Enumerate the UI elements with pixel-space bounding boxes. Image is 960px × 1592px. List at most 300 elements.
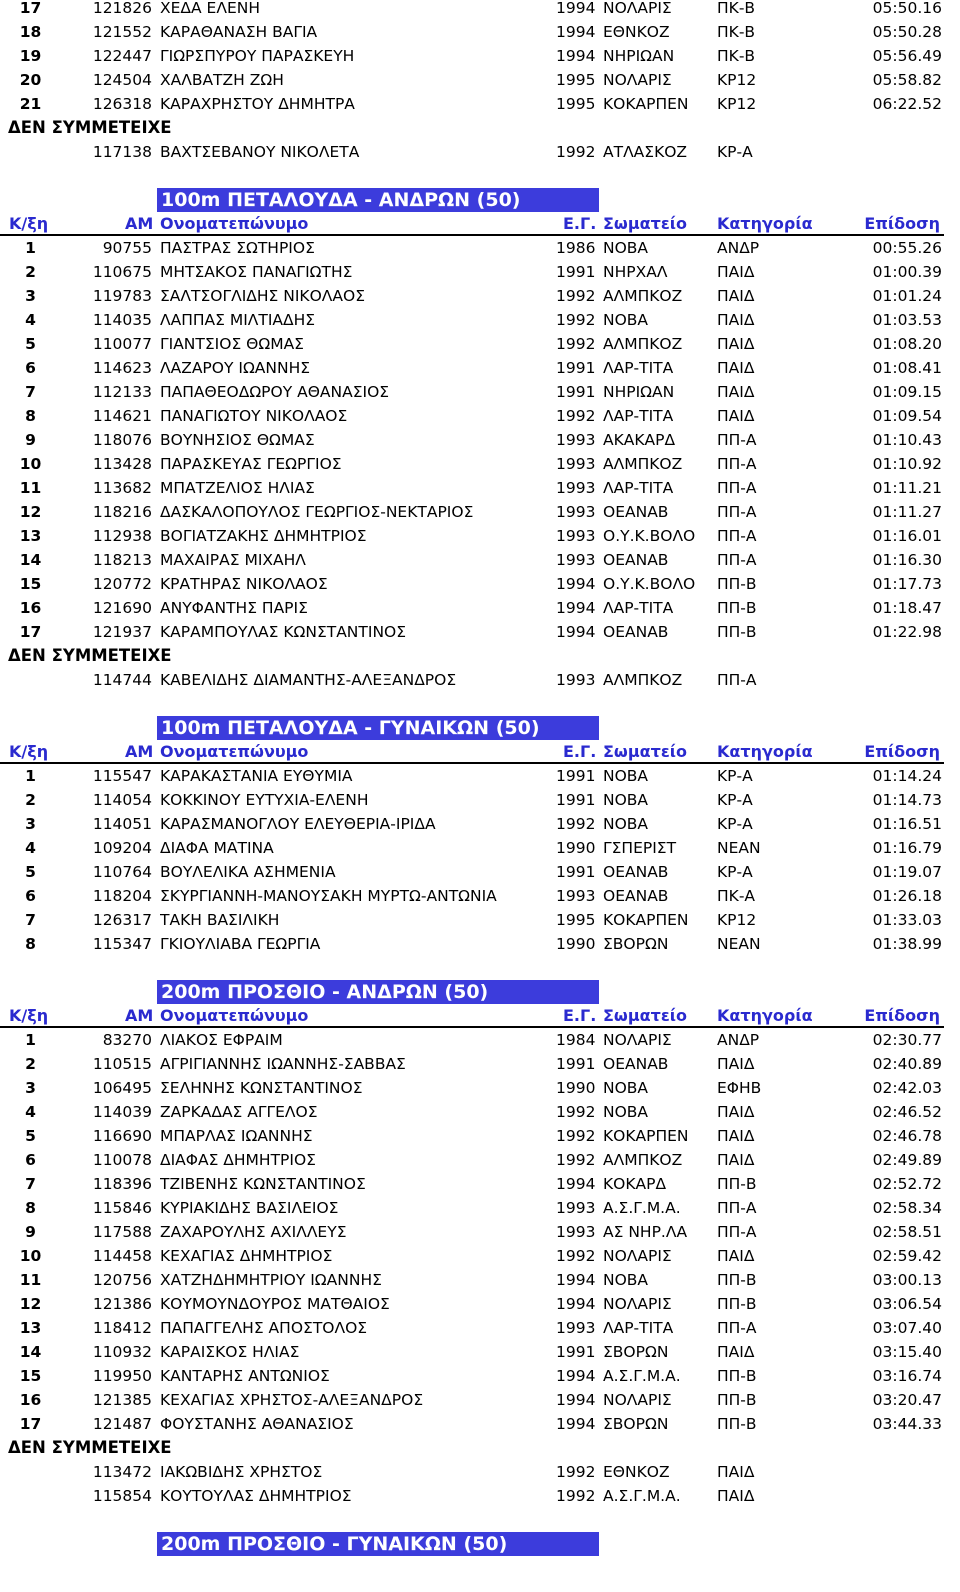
cell-rank: 12 <box>19 503 42 521</box>
result-row <box>0 500 960 524</box>
cell-name: ΓΙΩΡΣΠΥΡΟΥ ΠΑΡΑΣΚΕΥΗ <box>160 47 355 65</box>
cell-name: ΖΑΡΚΑΔΑΣ ΑΓΓΕΛΟΣ <box>160 1103 318 1121</box>
cell-am: 110515 <box>92 1055 152 1073</box>
cell-club: ΝΗΡΙΩΑΝ <box>603 383 675 401</box>
result-row <box>0 932 960 956</box>
cell-cat: ΑΝΔΡ <box>717 239 760 257</box>
cell-name: ΣΕΛΗΝΗΣ ΚΩΝΣΤΑΝΤΙΝΟΣ <box>160 1079 363 1097</box>
cell-name: ΒΑΧΤΣΕΒΑΝΟΥ ΝΙΚΟΛΕΤΑ <box>160 143 360 161</box>
cell-rank: 8 <box>25 1199 36 1217</box>
cell-rank: 15 <box>19 1367 42 1385</box>
result-row <box>0 548 960 572</box>
cell-cat: ΠΠ-Β <box>717 599 757 617</box>
cell-time: 01:33.03 <box>872 911 942 929</box>
cell-name: ΜΑΧΑΙΡΑΣ ΜΙΧΑΗΛ <box>160 551 306 569</box>
cell-club: ΚΟΚΑΡΠΕΝ <box>603 911 689 929</box>
header-name: Ονοματεπώνυμο <box>160 214 309 233</box>
cell-club: ΟΕΑΝΑΒ <box>603 551 669 569</box>
cell-time: 01:08.41 <box>872 359 942 377</box>
cell-rank: 11 <box>19 1271 42 1289</box>
cell-cat: ΚΡ12 <box>717 911 757 929</box>
cell-cat: ΠΚ-Β <box>717 0 756 17</box>
cell-year: 1995 <box>556 95 596 113</box>
cell-year: 1994 <box>556 1175 596 1193</box>
cell-rank: 2 <box>25 263 36 281</box>
cell-name: ΚΕΧΑΓΙΑΣ ΧΡΗΣΤΟΣ-ΑΛΕΞΑΝΔΡΟΣ <box>160 1391 424 1409</box>
cell-cat: ΚΡ-Α <box>717 143 753 161</box>
cell-am: 110932 <box>92 1343 152 1361</box>
cell-cat: ΝΕΑΝ <box>717 935 761 953</box>
cell-cat: ΠΑΙΔ <box>717 1055 755 1073</box>
cell-rank: 3 <box>25 1079 36 1097</box>
cell-club: ΝΟΒΑ <box>603 1079 649 1097</box>
header-club: Σωματείο <box>603 742 687 761</box>
cell-am: 118396 <box>92 1175 152 1193</box>
cell-year: 1992 <box>556 1151 596 1169</box>
cell-club: ΓΣΠΕΡΙΣΤ <box>603 839 677 857</box>
cell-cat: ΠΚ-Β <box>717 47 756 65</box>
cell-name: ΠΑΡΑΣΚΕΥΑΣ ΓΕΩΡΓΙΟΣ <box>160 455 342 473</box>
dns-row <box>0 1460 960 1484</box>
event-title: 100m ΠΕΤΑΛΟΥΔΑ - ΓΥΝΑΙΚΩΝ (50) <box>157 716 599 740</box>
header-name: Ονοματεπώνυμο <box>160 1006 309 1025</box>
cell-year: 1993 <box>556 887 596 905</box>
cell-club: ΝΟΛΑΡΙΣ <box>603 0 672 17</box>
cell-club: ΣΒΟΡΩΝ <box>603 935 669 953</box>
cell-rank: 7 <box>25 911 36 929</box>
cell-rank: 3 <box>25 287 36 305</box>
cell-cat: ΠΚ-Β <box>717 23 756 41</box>
cell-club: ΕΘΝΚΟΖ <box>603 23 670 41</box>
result-row <box>0 260 960 284</box>
cell-rank: 17 <box>19 0 42 17</box>
header-rank: Κ/ξη <box>9 214 49 233</box>
cell-am: 119950 <box>92 1367 152 1385</box>
cell-rank: 18 <box>19 23 42 41</box>
cell-rank: 17 <box>19 623 42 641</box>
cell-year: 1992 <box>556 1103 596 1121</box>
cell-name: ΑΓΡΙΓΙΑΝΝΗΣ ΙΩΑΝΝΗΣ-ΣΑΒΒΑΣ <box>160 1055 406 1073</box>
cell-am: 120756 <box>92 1271 152 1289</box>
cell-year: 1994 <box>556 47 596 65</box>
cell-name: ΔΑΣΚΑΛΟΠΟΥΛΟΣ ΓΕΩΡΓΙΟΣ-ΝΕΚΤΑΡΙΟΣ <box>160 503 474 521</box>
cell-name: ΠΑΝΑΓΙΩΤΟΥ ΝΙΚΟΛΑΟΣ <box>160 407 348 425</box>
cell-am: 112938 <box>92 527 152 545</box>
cell-rank: 16 <box>19 1391 42 1409</box>
cell-cat: ΕΦΗΒ <box>717 1079 762 1097</box>
cell-time: 03:20.47 <box>872 1391 942 1409</box>
dns-heading: ΔΕΝ ΣΥΜΜΕΤΕΙΧΕ <box>8 646 172 665</box>
cell-time: 01:16.79 <box>872 839 942 857</box>
cell-time: 01:00.39 <box>872 263 942 281</box>
cell-name: ΔΙΑΦΑΣ ΔΗΜΗΤΡΙΟΣ <box>160 1151 316 1169</box>
cell-cat: ΠΠ-Α <box>717 551 757 569</box>
cell-time: 01:10.92 <box>872 455 942 473</box>
event-title: 200m ΠΡΟΣΘΙΟ - ΓΥΝΑΙΚΩΝ (50) <box>157 1532 599 1556</box>
cell-club: ΝΟΛΑΡΙΣ <box>603 71 672 89</box>
cell-club: ΝΗΡΧΑΛ <box>603 263 668 281</box>
result-row <box>0 620 960 644</box>
cell-rank: 14 <box>19 1343 42 1361</box>
cell-am: 121487 <box>92 1415 152 1433</box>
cell-am: 109204 <box>92 839 152 857</box>
cell-am: 118076 <box>92 431 152 449</box>
cell-year: 1992 <box>556 143 596 161</box>
cell-name: ΛΑΠΠΑΣ ΜΙΛΤΙΑΔΗΣ <box>160 311 316 329</box>
cell-year: 1991 <box>556 383 596 401</box>
result-row <box>0 1124 960 1148</box>
cell-club: ΑΛΜΠΚΟΖ <box>603 335 683 353</box>
cell-year: 1993 <box>556 527 596 545</box>
result-row <box>0 20 960 44</box>
cell-time: 03:15.40 <box>872 1343 942 1361</box>
result-row <box>0 68 960 92</box>
cell-time: 03:07.40 <box>872 1319 942 1337</box>
result-row <box>0 404 960 428</box>
result-row <box>0 1052 960 1076</box>
cell-name: ΚΡΑΤΗΡΑΣ ΝΙΚΟΛΑΟΣ <box>160 575 328 593</box>
cell-cat: ΠΚ-Α <box>717 887 756 905</box>
cell-time: 05:50.16 <box>872 0 942 17</box>
cell-rank: 19 <box>19 47 42 65</box>
cell-time: 01:11.21 <box>872 479 942 497</box>
cell-rank: 7 <box>25 1175 36 1193</box>
cell-rank: 1 <box>25 1031 36 1049</box>
cell-cat: ΠΠ-Α <box>717 479 757 497</box>
cell-cat: ΠΑΙΔ <box>717 1247 755 1265</box>
cell-club: ΑΚΑΚΑΡΔ <box>603 431 676 449</box>
cell-rank: 9 <box>25 431 36 449</box>
cell-cat: ΠΑΙΔ <box>717 1151 755 1169</box>
cell-name: ΚΥΡΙΑΚΙΔΗΣ ΒΑΣΙΛΕΙΟΣ <box>160 1199 339 1217</box>
cell-cat: ΠΠ-Β <box>717 1415 757 1433</box>
cell-time: 01:03.53 <box>872 311 942 329</box>
result-row <box>0 1076 960 1100</box>
cell-am: 115846 <box>92 1199 152 1217</box>
cell-cat: ΠΑΙΔ <box>717 1343 755 1361</box>
cell-name: ΧΑΛΒΑΤΖΗ ΖΩΗ <box>160 71 284 89</box>
result-row <box>0 1220 960 1244</box>
cell-am: 115854 <box>92 1487 152 1505</box>
cell-rank: 20 <box>19 71 42 89</box>
result-row <box>0 1196 960 1220</box>
cell-time: 01:18.47 <box>872 599 942 617</box>
cell-rank: 6 <box>25 1151 36 1169</box>
cell-am: 110077 <box>92 335 152 353</box>
cell-name: ΓΚΙΟΥΛΙΑΒΑ ΓΕΩΡΓΙΑ <box>160 935 321 953</box>
cell-name: ΠΑΣΤΡΑΣ ΣΩΤΗΡΙΟΣ <box>160 239 315 257</box>
cell-am: 114054 <box>92 791 152 809</box>
cell-am: 114621 <box>92 407 152 425</box>
cell-cat: ΠΠ-Α <box>717 503 757 521</box>
header-year: Ε.Γ. <box>563 742 597 761</box>
cell-rank: 14 <box>19 551 42 569</box>
cell-year: 1994 <box>556 1271 596 1289</box>
cell-name: ΤΑΚΗ ΒΑΣΙΛΙΚΗ <box>160 911 280 929</box>
cell-club: ΟΕΑΝΑΒ <box>603 887 669 905</box>
cell-cat: ΠΑΙΔ <box>717 1487 755 1505</box>
cell-time: 01:08.20 <box>872 335 942 353</box>
cell-rank: 8 <box>25 935 36 953</box>
cell-club: ΑΣ ΝΗΡ.ΛΑ <box>603 1223 688 1241</box>
result-row <box>0 572 960 596</box>
cell-cat: ΑΝΔΡ <box>717 1031 760 1049</box>
cell-am: 119783 <box>92 287 152 305</box>
cell-name: ΔΙΑΦΑ ΜΑΤΙΝΑ <box>160 839 274 857</box>
cell-am: 117588 <box>92 1223 152 1241</box>
cell-time: 01:16.30 <box>872 551 942 569</box>
cell-cat: ΠΑΙΔ <box>717 311 755 329</box>
cell-time: 03:00.13 <box>872 1271 942 1289</box>
cell-year: 1992 <box>556 335 596 353</box>
cell-rank: 5 <box>25 335 36 353</box>
cell-am: 121552 <box>92 23 152 41</box>
cell-year: 1991 <box>556 1055 596 1073</box>
cell-rank: 1 <box>25 767 36 785</box>
cell-am: 121690 <box>92 599 152 617</box>
cell-time: 02:42.03 <box>872 1079 942 1097</box>
cell-cat: ΠΠ-Α <box>717 1223 757 1241</box>
cell-year: 1992 <box>556 407 596 425</box>
cell-name: ΒΟΓΙΑΤΖΑΚΗΣ ΔΗΜΗΤΡΙΟΣ <box>160 527 367 545</box>
cell-cat: ΠΑΙΔ <box>717 263 755 281</box>
dns-heading: ΔΕΝ ΣΥΜΜΕΤΕΙΧΕ <box>8 118 172 137</box>
cell-time: 02:46.52 <box>872 1103 942 1121</box>
cell-rank: 4 <box>25 1103 36 1121</box>
cell-club: ΝΗΡΙΩΑΝ <box>603 47 675 65</box>
result-row <box>0 1316 960 1340</box>
cell-cat: ΠΑΙΔ <box>717 335 755 353</box>
cell-am: 118412 <box>92 1319 152 1337</box>
cell-am: 114035 <box>92 311 152 329</box>
cell-cat: ΠΑΙΔ <box>717 1103 755 1121</box>
cell-time: 02:40.89 <box>872 1055 942 1073</box>
cell-rank: 6 <box>25 359 36 377</box>
cell-cat: ΠΑΙΔ <box>717 1463 755 1481</box>
cell-club: ΝΟΒΑ <box>603 239 649 257</box>
result-row <box>0 308 960 332</box>
cell-cat: ΠΠ-Α <box>717 527 757 545</box>
cell-am: 118213 <box>92 551 152 569</box>
cell-time: 01:17.73 <box>872 575 942 593</box>
event-title: 200m ΠΡΟΣΘΙΟ - ΑΝΔΡΩΝ (50) <box>157 980 599 1004</box>
result-row <box>0 332 960 356</box>
result-row <box>0 1388 960 1412</box>
cell-club: ΚΟΚΑΡΔ <box>603 1175 667 1193</box>
cell-time: 02:49.89 <box>872 1151 942 1169</box>
cell-time: 03:44.33 <box>872 1415 942 1433</box>
result-row <box>0 1292 960 1316</box>
cell-name: ΖΑΧΑΡΟΥΛΗΣ ΑΧΙΛΛΕΥΣ <box>160 1223 347 1241</box>
cell-time: 01:16.01 <box>872 527 942 545</box>
cell-am: 115347 <box>92 935 152 953</box>
cell-name: ΓΙΑΝΤΣΙΟΣ ΘΩΜΑΣ <box>160 335 304 353</box>
cell-name: ΤΖΙΒΕΝΗΣ ΚΩΝΣΤΑΝΤΙΝΟΣ <box>160 1175 366 1193</box>
result-row <box>0 1100 960 1124</box>
cell-time: 03:06.54 <box>872 1295 942 1313</box>
cell-rank: 1 <box>25 239 36 257</box>
dns-row <box>0 140 960 164</box>
result-row <box>0 860 960 884</box>
cell-am: 117138 <box>92 143 152 161</box>
result-row <box>0 236 960 260</box>
cell-year: 1993 <box>556 1319 596 1337</box>
cell-club: ΑΛΜΠΚΟΖ <box>603 1151 683 1169</box>
cell-club: ΟΕΑΝΑΒ <box>603 503 669 521</box>
cell-rank: 3 <box>25 815 36 833</box>
header-club: Σωματείο <box>603 1006 687 1025</box>
cell-club: ΟΕΑΝΑΒ <box>603 623 669 641</box>
cell-year: 1992 <box>556 287 596 305</box>
dns-heading: ΔΕΝ ΣΥΜΜΕΤΕΙΧΕ <box>8 1438 172 1457</box>
cell-am: 114744 <box>92 671 152 689</box>
result-row <box>0 788 960 812</box>
cell-year: 1991 <box>556 767 596 785</box>
cell-rank: 4 <box>25 311 36 329</box>
header-am: ΑΜ <box>125 214 154 233</box>
cell-club: ΛΑΡ-ΤΙΤΑ <box>603 407 674 425</box>
cell-time: 05:50.28 <box>872 23 942 41</box>
result-row <box>0 1148 960 1172</box>
cell-name: ΚΟΚΚΙΝΟΥ ΕΥΤΥΧΙΑ-ΕΛΕΝΗ <box>160 791 369 809</box>
cell-am: 114458 <box>92 1247 152 1265</box>
cell-name: ΣΑΛΤΣΟΓΛΙΔΗΣ ΝΙΚΟΛΑΟΣ <box>160 287 365 305</box>
cell-year: 1994 <box>556 1367 596 1385</box>
cell-club: ΛΑΡ-ΤΙΤΑ <box>603 479 674 497</box>
cell-rank: 4 <box>25 839 36 857</box>
header-rank: Κ/ξη <box>9 1006 49 1025</box>
cell-year: 1994 <box>556 575 596 593</box>
result-row <box>0 428 960 452</box>
cell-rank: 8 <box>25 407 36 425</box>
cell-rank: 15 <box>19 575 42 593</box>
cell-time: 06:22.52 <box>872 95 942 113</box>
cell-club: ΝΟΛΑΡΙΣ <box>603 1295 672 1313</box>
header-club: Σωματείο <box>603 214 687 233</box>
cell-club: ΣΒΟΡΩΝ <box>603 1415 669 1433</box>
cell-rank: 21 <box>19 95 42 113</box>
cell-club: ΝΟΒΑ <box>603 1271 649 1289</box>
header-rank: Κ/ξη <box>9 742 49 761</box>
cell-time: 01:09.15 <box>872 383 942 401</box>
cell-time: 05:58.82 <box>872 71 942 89</box>
cell-year: 1990 <box>556 1079 596 1097</box>
cell-cat: ΠΠ-Α <box>717 1319 757 1337</box>
cell-year: 1992 <box>556 1127 596 1145</box>
column-header-row <box>0 740 944 764</box>
cell-cat: ΚΡ-Α <box>717 863 753 881</box>
cell-time: 02:30.77 <box>872 1031 942 1049</box>
cell-am: 113428 <box>92 455 152 473</box>
header-name: Ονοματεπώνυμο <box>160 742 309 761</box>
header-year: Ε.Γ. <box>563 214 597 233</box>
column-header-row <box>0 1004 944 1028</box>
cell-year: 1990 <box>556 839 596 857</box>
cell-name: ΚΑΡΑΙΣΚΟΣ ΗΛΙΑΣ <box>160 1343 300 1361</box>
cell-rank: 16 <box>19 599 42 617</box>
cell-am: 113472 <box>92 1463 152 1481</box>
cell-name: ΒΟΥΛΕΛΙΚΑ ΑΣΗΜΕΝΙΑ <box>160 863 336 881</box>
result-row <box>0 1028 960 1052</box>
cell-name: ΦΟΥΣΤΑΝΗΣ ΑΘΑΝΑΣΙΟΣ <box>160 1415 354 1433</box>
cell-am: 114039 <box>92 1103 152 1121</box>
cell-name: ΛΙΑΚΟΣ ΕΦΡΑΙΜ <box>160 1031 283 1049</box>
cell-name: ΚΑΡΑΣΜΑΝΟΓΛΟΥ ΕΛΕΥΘΕΡΙΑ-ΙΡΙΔΑ <box>160 815 436 833</box>
cell-club: ΝΟΒΑ <box>603 1103 649 1121</box>
result-row <box>0 764 960 788</box>
cell-cat: ΠΠ-Β <box>717 1391 757 1409</box>
cell-name: ΑΝΥΦΑΝΤΗΣ ΠΑΡΙΣ <box>160 599 308 617</box>
result-row <box>0 1268 960 1292</box>
result-row <box>0 908 960 932</box>
cell-club: ΛΑΡ-ΤΙΤΑ <box>603 1319 674 1337</box>
cell-am: 121386 <box>92 1295 152 1313</box>
cell-am: 121826 <box>92 0 152 17</box>
cell-name: ΚΟΥΜΟΥΝΔΟΥΡΟΣ ΜΑΤΘΑΙΟΣ <box>160 1295 390 1313</box>
cell-year: 1992 <box>556 815 596 833</box>
cell-cat: ΠΠ-Α <box>717 1199 757 1217</box>
header-category: Κατηγορία <box>717 214 813 233</box>
result-row <box>0 44 960 68</box>
cell-club: ΝΟΛΑΡΙΣ <box>603 1391 672 1409</box>
header-am: ΑΜ <box>125 742 154 761</box>
cell-name: ΚΟΥΤΟΥΛΑΣ ΔΗΜΗΤΡΙΟΣ <box>160 1487 352 1505</box>
cell-cat: ΠΑΙΔ <box>717 287 755 305</box>
cell-am: 115547 <box>92 767 152 785</box>
cell-club: ΝΟΛΑΡΙΣ <box>603 1247 672 1265</box>
cell-club: ΛΑΡ-ΤΙΤΑ <box>603 599 674 617</box>
cell-year: 1991 <box>556 1343 596 1361</box>
cell-year: 1993 <box>556 671 596 689</box>
cell-name: ΚΑΡΑΘΑΝΑΣΗ ΒΑΓΙΑ <box>160 23 318 41</box>
cell-time: 03:16.74 <box>872 1367 942 1385</box>
cell-rank: 13 <box>19 1319 42 1337</box>
cell-cat: ΠΑΙΔ <box>717 359 755 377</box>
cell-rank: 6 <box>25 887 36 905</box>
cell-club: ΕΘΝΚΟΖ <box>603 1463 670 1481</box>
result-row <box>0 380 960 404</box>
cell-time: 01:16.51 <box>872 815 942 833</box>
cell-club: ΑΛΜΠΚΟΖ <box>603 671 683 689</box>
cell-cat: ΠΑΙΔ <box>717 1127 755 1145</box>
cell-rank: 5 <box>25 863 36 881</box>
cell-am: 126318 <box>92 95 152 113</box>
header-year: Ε.Γ. <box>563 1006 597 1025</box>
cell-time: 01:14.24 <box>872 767 942 785</box>
cell-cat: ΠΠ-Β <box>717 1367 757 1385</box>
cell-am: 118216 <box>92 503 152 521</box>
cell-am: 110764 <box>92 863 152 881</box>
cell-am: 116690 <box>92 1127 152 1145</box>
header-time: Επίδοση <box>864 742 940 761</box>
cell-cat: ΠΑΙΔ <box>717 407 755 425</box>
cell-am: 110078 <box>92 1151 152 1169</box>
cell-rank: 10 <box>19 455 42 473</box>
cell-club: ΟΕΑΝΑΒ <box>603 863 669 881</box>
result-row <box>0 884 960 908</box>
cell-year: 1994 <box>556 1295 596 1313</box>
cell-rank: 12 <box>19 1295 42 1313</box>
cell-year: 1994 <box>556 1391 596 1409</box>
cell-time: 01:10.43 <box>872 431 942 449</box>
cell-cat: ΚΡ12 <box>717 71 757 89</box>
result-row <box>0 1364 960 1388</box>
cell-cat: ΠΑΙΔ <box>717 383 755 401</box>
cell-name: ΧΕΔΑ ΕΛΕΝΗ <box>160 0 260 17</box>
cell-year: 1992 <box>556 1247 596 1265</box>
cell-year: 1991 <box>556 263 596 281</box>
cell-name: ΜΠΑΡΛΑΣ ΙΩΑΝΝΗΣ <box>160 1127 313 1145</box>
